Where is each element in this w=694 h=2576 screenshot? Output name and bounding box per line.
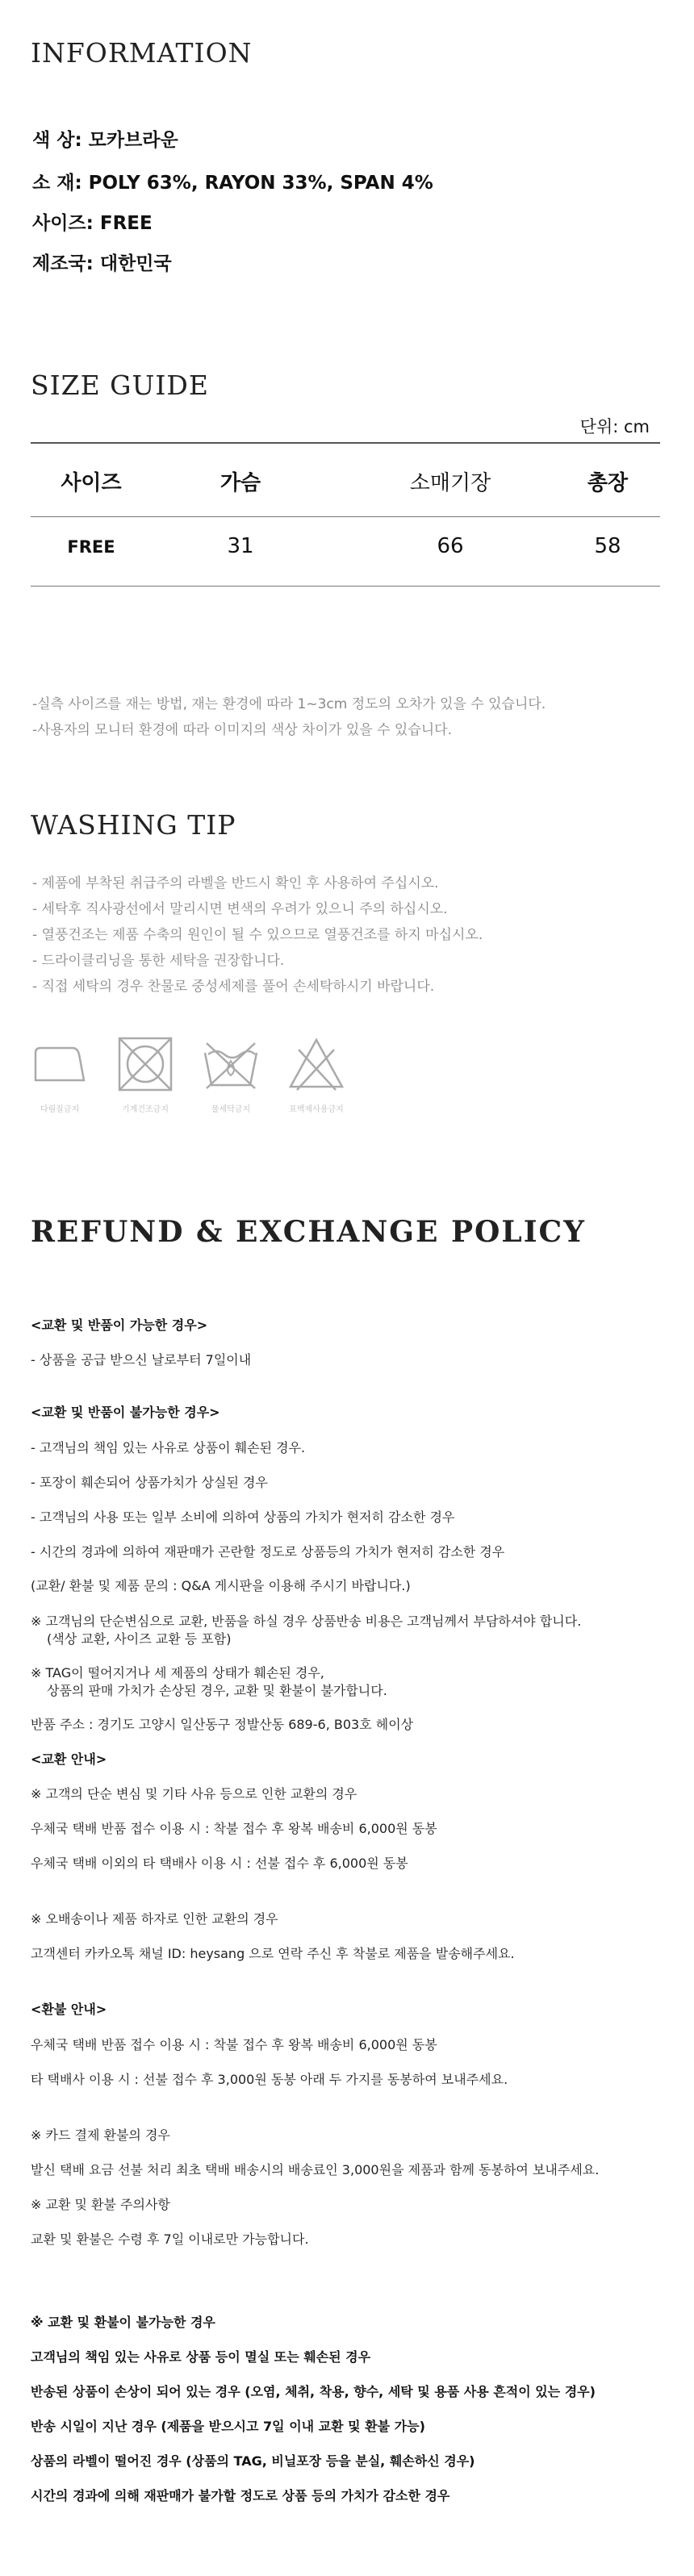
card-2: 발신 택배 요금 선불 처리 최초 택배 배송시의 배송료인 3,000원을 제품과 함께 동봉하여 보내주세요.: [31, 2162, 600, 2177]
info-material: 소 재: POLY 63%, RAYON 33%, SPAN 4%: [32, 173, 433, 194]
impossible-1: - 고객님의 책임 있는 사유로 상품이 훼손된 경우.: [31, 1440, 306, 1455]
no-tumble-dry-caption: 기계건조금지: [122, 1105, 169, 1114]
impossible-2: - 포장이 훼손되어 상품가치가 상실된 경우: [31, 1475, 268, 1490]
info-color: 색 상: 모카브라운: [32, 130, 178, 151]
impossible-3: - 고객님의 사용 또는 일부 소비에 의하여 상품의 가치가 현저히 감소한 경우: [31, 1509, 455, 1525]
no-bleach-caption: 표백제사용금지: [289, 1105, 344, 1114]
header-chest: 가슴: [219, 471, 261, 495]
size-note-2: -사용자의 모니터 환경에 따라 이미지의 색상 차이가 있을 수 있습니다.: [32, 722, 452, 738]
wash-line-5: - 직접 세탁의 경우 찬물로 중성세제를 풀어 손세탁하시기 바랍니다.: [32, 979, 435, 995]
wash-line-1: - 제품에 부착된 취급주의 라벨을 반드시 확인 후 사용하여 주십시오.: [32, 875, 439, 891]
defect-1: ※ 오배송이나 제품 하자로 인한 교환의 경우: [31, 1911, 278, 1927]
no-title: ※ 교환 및 환불이 불가능한 경우: [31, 2315, 215, 2330]
no-1: 고객님의 책임 있는 사유로 상품 등이 멸실 또는 훼손된 경우: [31, 2349, 371, 2365]
tag-note-1: ※ TAG이 떨어지거나 세 제품의 상태가 훼손된 경우,: [31, 1665, 324, 1680]
no-5: 시간의 경과에 의해 재판매가 불가할 정도로 상품 등의 가치가 감소한 경우: [31, 2488, 450, 2503]
row-sleeve: 66: [437, 534, 464, 558]
no-iron-icon: [31, 1035, 89, 1093]
table-bottom-rule: [31, 586, 660, 587]
exchange-title: <교환 안내>: [31, 1751, 107, 1767]
exchange-1: ※ 고객의 단순 변심 및 기타 사유 등으로 인한 교환의 경우: [31, 1786, 357, 1802]
tag-note-2: 상품의 판매 가치가 손상된 경우, 교환 및 환불이 불가합니다.: [47, 1683, 387, 1698]
table-top-rule: [31, 442, 660, 444]
refund-title: <환불 안내>: [31, 2002, 107, 2017]
inquiry-note: (교환/ 환불 및 제품 문의 : Q&A 게시판을 이용해 주시기 바랍니다.): [31, 1578, 411, 1593]
caution-2: 교환 및 환불은 수령 후 7일 이내로만 가능합니다.: [31, 2232, 309, 2247]
return-address: 반품 주소 : 경기도 고양시 일산동구 정발산동 689-6, B03호 헤이상: [31, 1717, 414, 1732]
header-sleeve: 소매기장: [409, 471, 491, 495]
wash-line-3: - 열풍건조는 제품 수축의 원인이 될 수 있으므로 열풍건조를 하지 마십시오.: [32, 927, 483, 943]
row-length: 58: [594, 534, 621, 558]
info-origin: 제조국: 대한민국: [32, 253, 172, 274]
washing-tip-heading: WASHING TIP: [31, 809, 236, 841]
card-1: ※ 카드 결제 환불의 경우: [31, 2127, 170, 2143]
refund-2: 타 택배사 이용 시 : 선불 접수 후 3,000원 동봉 아래 두 가지를 동봉하여 보내주세요.: [31, 2072, 508, 2087]
no-wash-icon: [202, 1035, 260, 1093]
impossible-4: - 시간의 경과에 의하여 재판매가 곤란할 정도로 상품등의 가치가 현저히 감소한 경우: [31, 1544, 505, 1559]
no-2: 반송된 상품이 손상이 되어 있는 경우 (오염, 체취, 착용, 향수, 세탁 및 용품 사용 흔적이 있는 경우): [31, 2384, 596, 2399]
wash-line-2: - 세탁후 직사광선에서 말리시면 변색의 우려가 있으니 주의 하십시오.: [32, 901, 448, 917]
exchange-2: 우체국 택배 반품 접수 이용 시 : 착불 접수 후 왕복 배송비 6,000원 동봉: [31, 1821, 437, 1836]
caution-1: ※ 교환 및 환불 주의사항: [31, 2197, 170, 2212]
size-guide-heading: SIZE GUIDE: [31, 369, 209, 401]
size-unit: 단위: cm: [579, 417, 650, 436]
no-4: 상품의 라벨이 떨어진 경우 (상품의 TAG, 비닐포장 등을 분실, 훼손하신 경우): [31, 2453, 475, 2469]
row-chest: 31: [227, 534, 254, 558]
no-wash-caption: 물세탁금지: [211, 1105, 251, 1114]
row-size: FREE: [67, 537, 115, 557]
no-iron-caption: 다림질금지: [40, 1105, 80, 1114]
simple-change-2: (색상 교환, 사이즈 교환 등 포함): [47, 1631, 232, 1647]
header-length: 총장: [587, 471, 629, 495]
header-size: 사이즈: [61, 471, 122, 495]
policy-heading: REFUND & EXCHANGE POLICY: [31, 1215, 586, 1249]
info-size: 사이즈: FREE: [32, 213, 153, 234]
simple-change-1: ※ 고객님의 단순변심으로 교환, 반품을 하실 경우 상품반송 비용은 고객님께서 부담하셔야 합니다.: [31, 1614, 582, 1629]
information-heading: INFORMATION: [31, 37, 253, 69]
no-tumble-dry-icon: [116, 1035, 174, 1093]
defect-2: 고객센터 카카오톡 채널 ID: heysang 으로 연락 주신 후 착불로 제품을 발송해주세요.: [31, 1946, 515, 1961]
table-mid-rule: [31, 516, 660, 517]
no-3: 반송 시일이 지난 경우 (제품을 받으시고 7일 이내 교환 및 환불 가능): [31, 2419, 425, 2434]
refund-1: 우체국 택배 반품 접수 이용 시 : 착불 접수 후 왕복 배송비 6,000원 동봉: [31, 2037, 437, 2052]
impossible-title: <교환 및 반품이 불가능한 경우>: [31, 1405, 220, 1420]
exchange-3: 우체국 택배 이외의 타 택배사 이용 시 : 선불 접수 후 6,000원 동봉: [31, 1856, 408, 1871]
no-bleach-icon: [287, 1035, 345, 1093]
wash-line-4: - 드라이클리닝을 통한 세탁을 권장합니다.: [32, 953, 285, 969]
size-note-1: -실측 사이즈를 재는 방법, 재는 환경에 따라 1~3cm 정도의 오차가 있을 수 있습니다.: [32, 696, 546, 712]
possible-1: - 상품을 공급 받으신 날로부터 7일이내: [31, 1352, 252, 1367]
possible-title: <교환 및 반품이 가능한 경우>: [31, 1317, 208, 1333]
